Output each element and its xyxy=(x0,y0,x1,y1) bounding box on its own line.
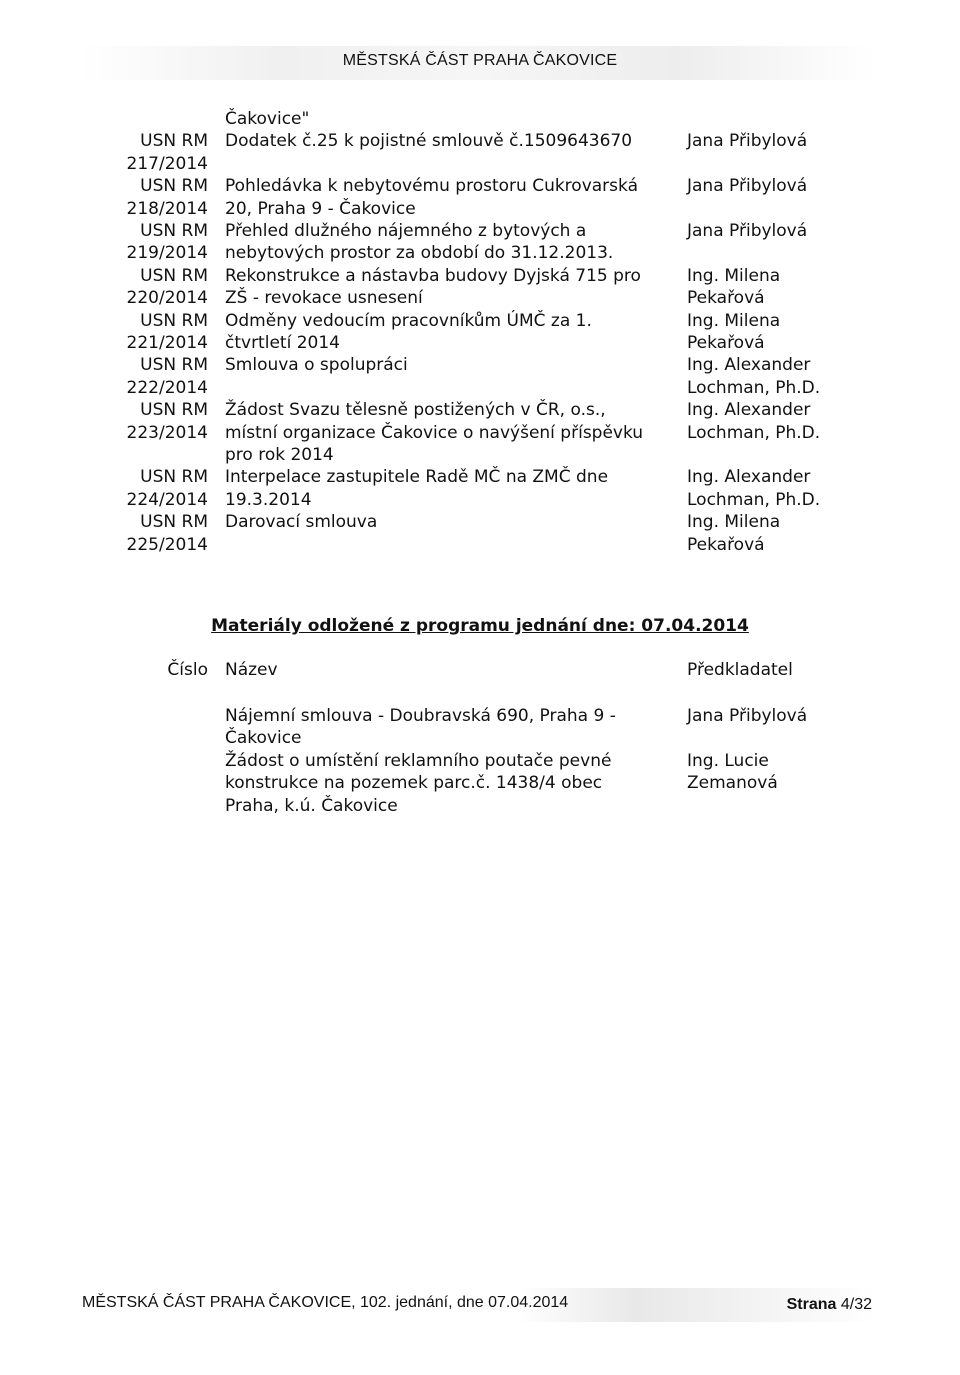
item-presenter: Ing. Alexander Lochman, Ph.D. xyxy=(687,400,821,443)
agenda-row xyxy=(0,130,960,174)
item-title: Nájemní smlouva - Doubravská 690, Praha 9 - Čakovice xyxy=(225,706,616,749)
item-presenter: Ing. Milena Pekařová xyxy=(687,512,781,555)
agenda-row xyxy=(0,354,960,399)
column-header-name: Název xyxy=(225,660,278,680)
item-title: Přehled dlužného nájemného z bytových a nebytových prostor za období do 31.12.2013. xyxy=(225,221,614,264)
column-header-presenter: Předkladatel xyxy=(687,660,793,680)
resolution-number: USN RM 218/2014 xyxy=(126,176,208,219)
item-presenter: Jana Přibylová xyxy=(687,131,808,152)
agenda-row xyxy=(0,108,960,130)
agenda-row xyxy=(0,511,960,555)
agenda-row xyxy=(0,310,960,355)
resolution-number: USN RM 224/2014 xyxy=(126,467,208,510)
agenda-row xyxy=(0,399,960,466)
footer-text: MĚSTSKÁ ČÁST PRAHA ČAKOVICE, 102. jednání, dne 07.04.2014 xyxy=(82,1294,569,1311)
resolution-number: USN RM 222/2014 xyxy=(126,355,208,398)
agenda-row xyxy=(0,220,960,265)
agenda-row xyxy=(0,265,960,310)
item-title: Smlouva o spolupráci xyxy=(225,355,408,376)
item-title: Pohledávka k nebytovému prostoru Cukrovarská 20, Praha 9 - Čakovice xyxy=(225,176,638,219)
page-value: 4/32 xyxy=(840,1296,872,1313)
resolution-number: USN RM 217/2014 xyxy=(126,131,208,174)
item-title: Žádost o umístění reklamního poutače pevné konstrukce na pozemek parc.č. 1438/4 obec Praha, k.ú. Čakovice xyxy=(225,750,612,816)
page-number xyxy=(787,1296,872,1314)
item-presenter: Ing. Milena Pekařová xyxy=(687,310,781,354)
item-presenter: Ing. Milena Pekařová xyxy=(687,265,781,309)
postponed-row xyxy=(0,705,960,750)
agenda-row xyxy=(0,175,960,220)
item-title: Interpelace zastupitele Radě MČ na ZMČ dne 19.3.2014 xyxy=(225,467,609,510)
resolution-number: USN RM 223/2014 xyxy=(126,400,208,443)
resolution-number: USN RM 219/2014 xyxy=(126,221,208,264)
resolution-number: USN RM 225/2014 xyxy=(126,512,208,555)
header-title: MĚSTSKÁ ČÁST PRAHA ČAKOVICE xyxy=(342,52,618,69)
item-title: Žádost Svazu tělesně postižených v ČR, o.s., místní organizace Čakovice o navýšení příspěvku pro rok 2014 xyxy=(225,400,644,466)
postponed-section-title: Materiály odložené z programu jednání dne: 07.04.2014 xyxy=(211,616,749,636)
agenda-list xyxy=(0,108,960,555)
item-presenter: Ing. Alexander Lochman, Ph.D. xyxy=(687,467,821,510)
agenda-row xyxy=(0,466,960,511)
item-presenter: Jana Přibylová xyxy=(687,706,808,726)
postponed-list xyxy=(0,705,960,817)
item-presenter: Ing. Lucie Zemanová xyxy=(687,750,778,794)
item-title: Dodatek č.25 k pojistné smlouvě č.1509643670 xyxy=(225,131,633,152)
item-presenter: Jana Přibylová xyxy=(687,176,808,197)
item-title: Odměny vedoucím pracovníkům ÚMČ za 1. čtvrtletí 2014 xyxy=(225,310,592,354)
item-presenter: Jana Přibylová xyxy=(687,221,808,242)
page-label: Strana xyxy=(786,1296,837,1313)
item-presenter: Ing. Alexander Lochman, Ph.D. xyxy=(687,355,821,398)
resolution-number: USN RM 220/2014 xyxy=(126,265,208,309)
item-title: Darovací smlouva xyxy=(225,512,378,533)
postponed-row xyxy=(0,750,960,817)
item-title: Čakovice" xyxy=(225,109,310,129)
item-title: Rekonstrukce a nástavba budovy Dyjská 715 pro ZŠ - revokace usnesení xyxy=(225,265,641,309)
resolution-number: USN RM 221/2014 xyxy=(126,310,208,354)
column-header-number: Číslo xyxy=(167,660,208,680)
